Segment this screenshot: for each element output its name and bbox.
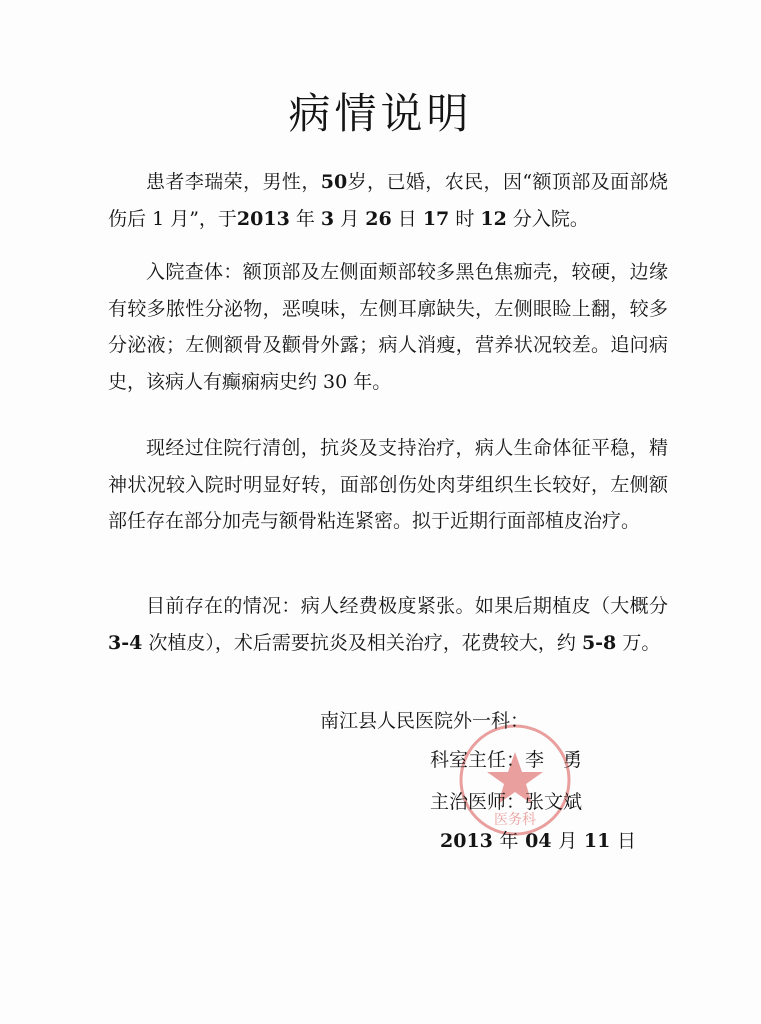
date-unit: 日 bbox=[616, 830, 636, 852]
text-segment: 日 bbox=[397, 207, 417, 230]
duration-value: 1 bbox=[152, 207, 165, 230]
admission-day: 26 bbox=[365, 207, 392, 230]
paragraph-current-situation bbox=[108, 588, 668, 661]
date-year: 2013 bbox=[440, 830, 493, 852]
text-segment: 目前存在的情况：病人经费极度紧张。如果后期植皮（大概分 bbox=[146, 595, 668, 617]
date-unit: 年 bbox=[499, 830, 519, 852]
text-segment: 月”，于 bbox=[170, 207, 237, 230]
text-segment: 年 bbox=[295, 207, 315, 230]
age-value: 50 bbox=[320, 171, 348, 193]
cost-value: 5-8 bbox=[581, 631, 617, 654]
date-month: 04 bbox=[525, 830, 552, 852]
date-day: 11 bbox=[583, 830, 611, 852]
text-segment: 岁，已婚，农民，因“额顶部及面部烧伤后 bbox=[108, 171, 668, 230]
text-segment: 时 bbox=[455, 207, 475, 230]
text-segment: 次植皮），术后需要抗炎及相关治疗，花费较大，约 bbox=[148, 631, 576, 654]
text-segment: 患者李瑞荣，男性， bbox=[146, 171, 321, 193]
page-title: 病情说明 bbox=[288, 89, 473, 138]
date-unit: 月 bbox=[558, 830, 578, 852]
doctor-signature bbox=[430, 787, 582, 817]
department-name: 南江县人民医院外一科： bbox=[320, 710, 530, 732]
graft-times-value: 3-4 bbox=[108, 631, 143, 654]
hospital-seal-icon bbox=[455, 720, 575, 840]
admission-year: 2013 bbox=[236, 207, 290, 230]
text-segment: 月 bbox=[340, 207, 360, 230]
text-segment: 万。 bbox=[622, 631, 661, 654]
paragraph-treatment: 现经过住院行清创，抗炎及支持治疗，病人生命体征平稳，精神状况较入院时明显好转，面部创伤处肉芽组织生长较好，左侧额部任存在部分加壳与额骨粘连紧密。拟于近期行面部植皮治疗。 bbox=[108, 437, 668, 532]
admission-minute: 12 bbox=[480, 207, 507, 230]
admission-month: 3 bbox=[320, 207, 335, 230]
doctor-label: 主治医师： bbox=[430, 791, 526, 813]
doctor-name: 张文斌 bbox=[525, 791, 583, 813]
director-label: 科室主任： bbox=[430, 749, 526, 771]
text-segment: 分入院。 bbox=[512, 207, 589, 230]
director-signature bbox=[430, 745, 582, 775]
paragraph-admission bbox=[108, 164, 668, 237]
paragraph-examination: 入院查体：额顶部及左侧面颊部较多黑色焦痂壳，较硬，边缘有较多脓性分泌物，恶嗅味，左侧耳廓缺失，左侧眼睑上翻，较多分泌液；左侧额骨及颧骨外露；病人消瘦，营养状况较差。追问病史，该病人有癫痫病史约 30 年。 bbox=[108, 261, 668, 393]
document-date bbox=[440, 826, 636, 856]
director-name: 李 勇 bbox=[525, 749, 583, 771]
seal-text: 医务科 bbox=[494, 812, 536, 828]
admission-hour: 17 bbox=[422, 207, 450, 230]
